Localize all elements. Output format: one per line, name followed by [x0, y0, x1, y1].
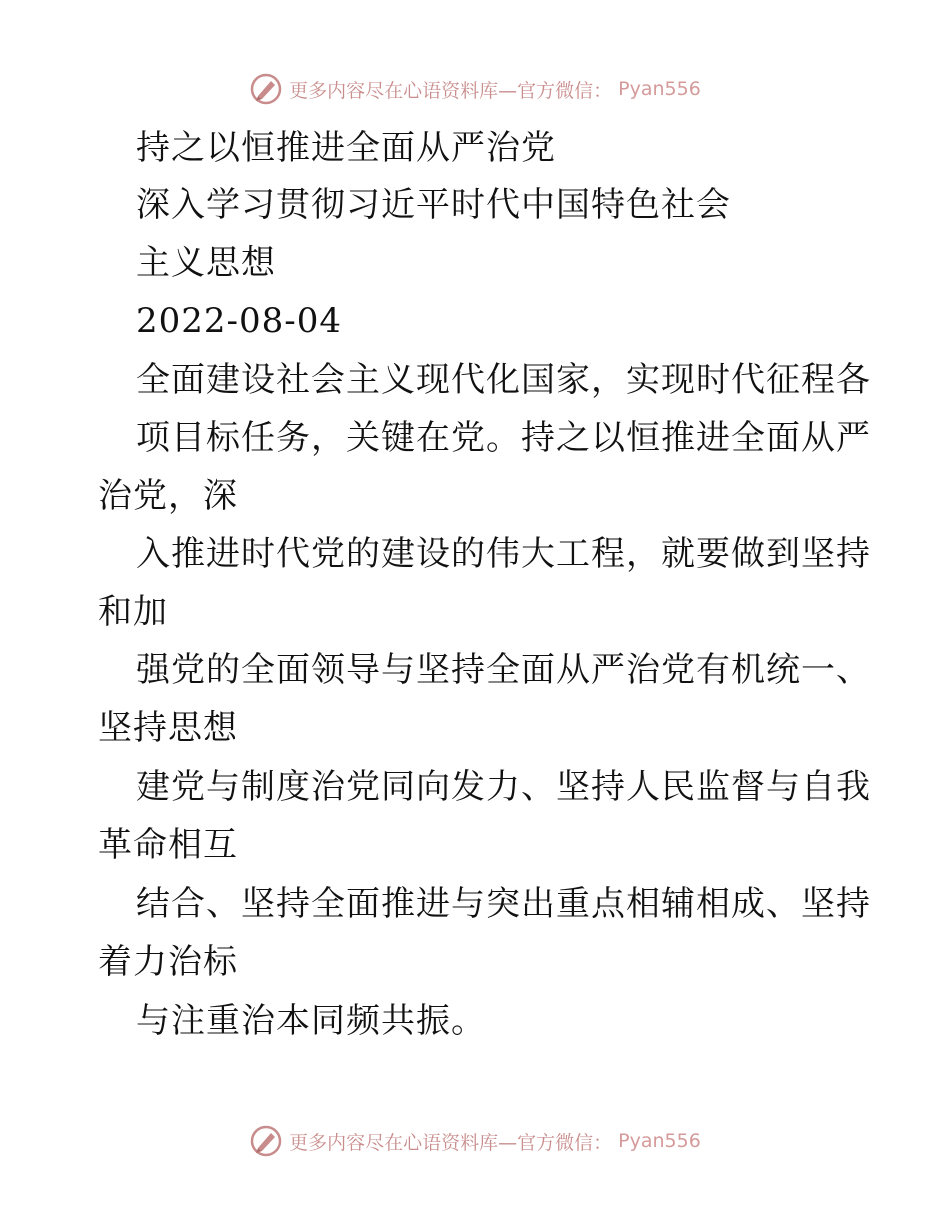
watermark-prefix: 更多内容尽在心语资料库—官方微信：: [289, 79, 613, 102]
watermark-wechat-id: Pyan556: [618, 78, 701, 100]
document-title: 持之以恒推进全面从严治党: [136, 128, 556, 168]
body-line: 项目标任务，关键在党。持之以恒推进全面从严: [136, 418, 871, 458]
body-line: 建党与制度治党同向发力、坚持人民监督与自我: [136, 767, 871, 807]
body-line: 和加: [98, 592, 168, 632]
watermark-prefix: 更多内容尽在心语资料库—官方微信：: [289, 1131, 613, 1154]
body-line: 着力治标: [98, 942, 238, 982]
footer-watermark: [0, 1124, 950, 1158]
body-line: 入推进时代党的建设的伟大工程，就要做到坚持: [136, 534, 871, 574]
document-subtitle-line-1: 深入学习贯彻习近平时代中国特色社会: [136, 185, 731, 225]
body-line: 与注重治本同频共振。: [136, 1001, 486, 1041]
body-line: 坚持思想: [98, 708, 238, 748]
body-line: 强党的全面领导与坚持全面从严治党有机统一、: [136, 650, 871, 690]
body-line: 结合、坚持全面推进与突出重点相辅相成、坚持: [136, 884, 871, 924]
body-line: 全面建设社会主义现代化国家，实现时代征程各: [136, 360, 871, 400]
header-watermark: [0, 72, 950, 106]
document-date: 2022-08-04: [136, 301, 343, 341]
pen-logo-icon: [249, 72, 283, 106]
body-line: 革命相互: [98, 825, 238, 865]
document-subtitle-line-2: 主义思想: [136, 243, 276, 283]
pen-logo-icon: [249, 1124, 283, 1158]
watermark-wechat-id: Pyan556: [618, 1130, 701, 1152]
body-line: 治党，深: [98, 476, 238, 516]
